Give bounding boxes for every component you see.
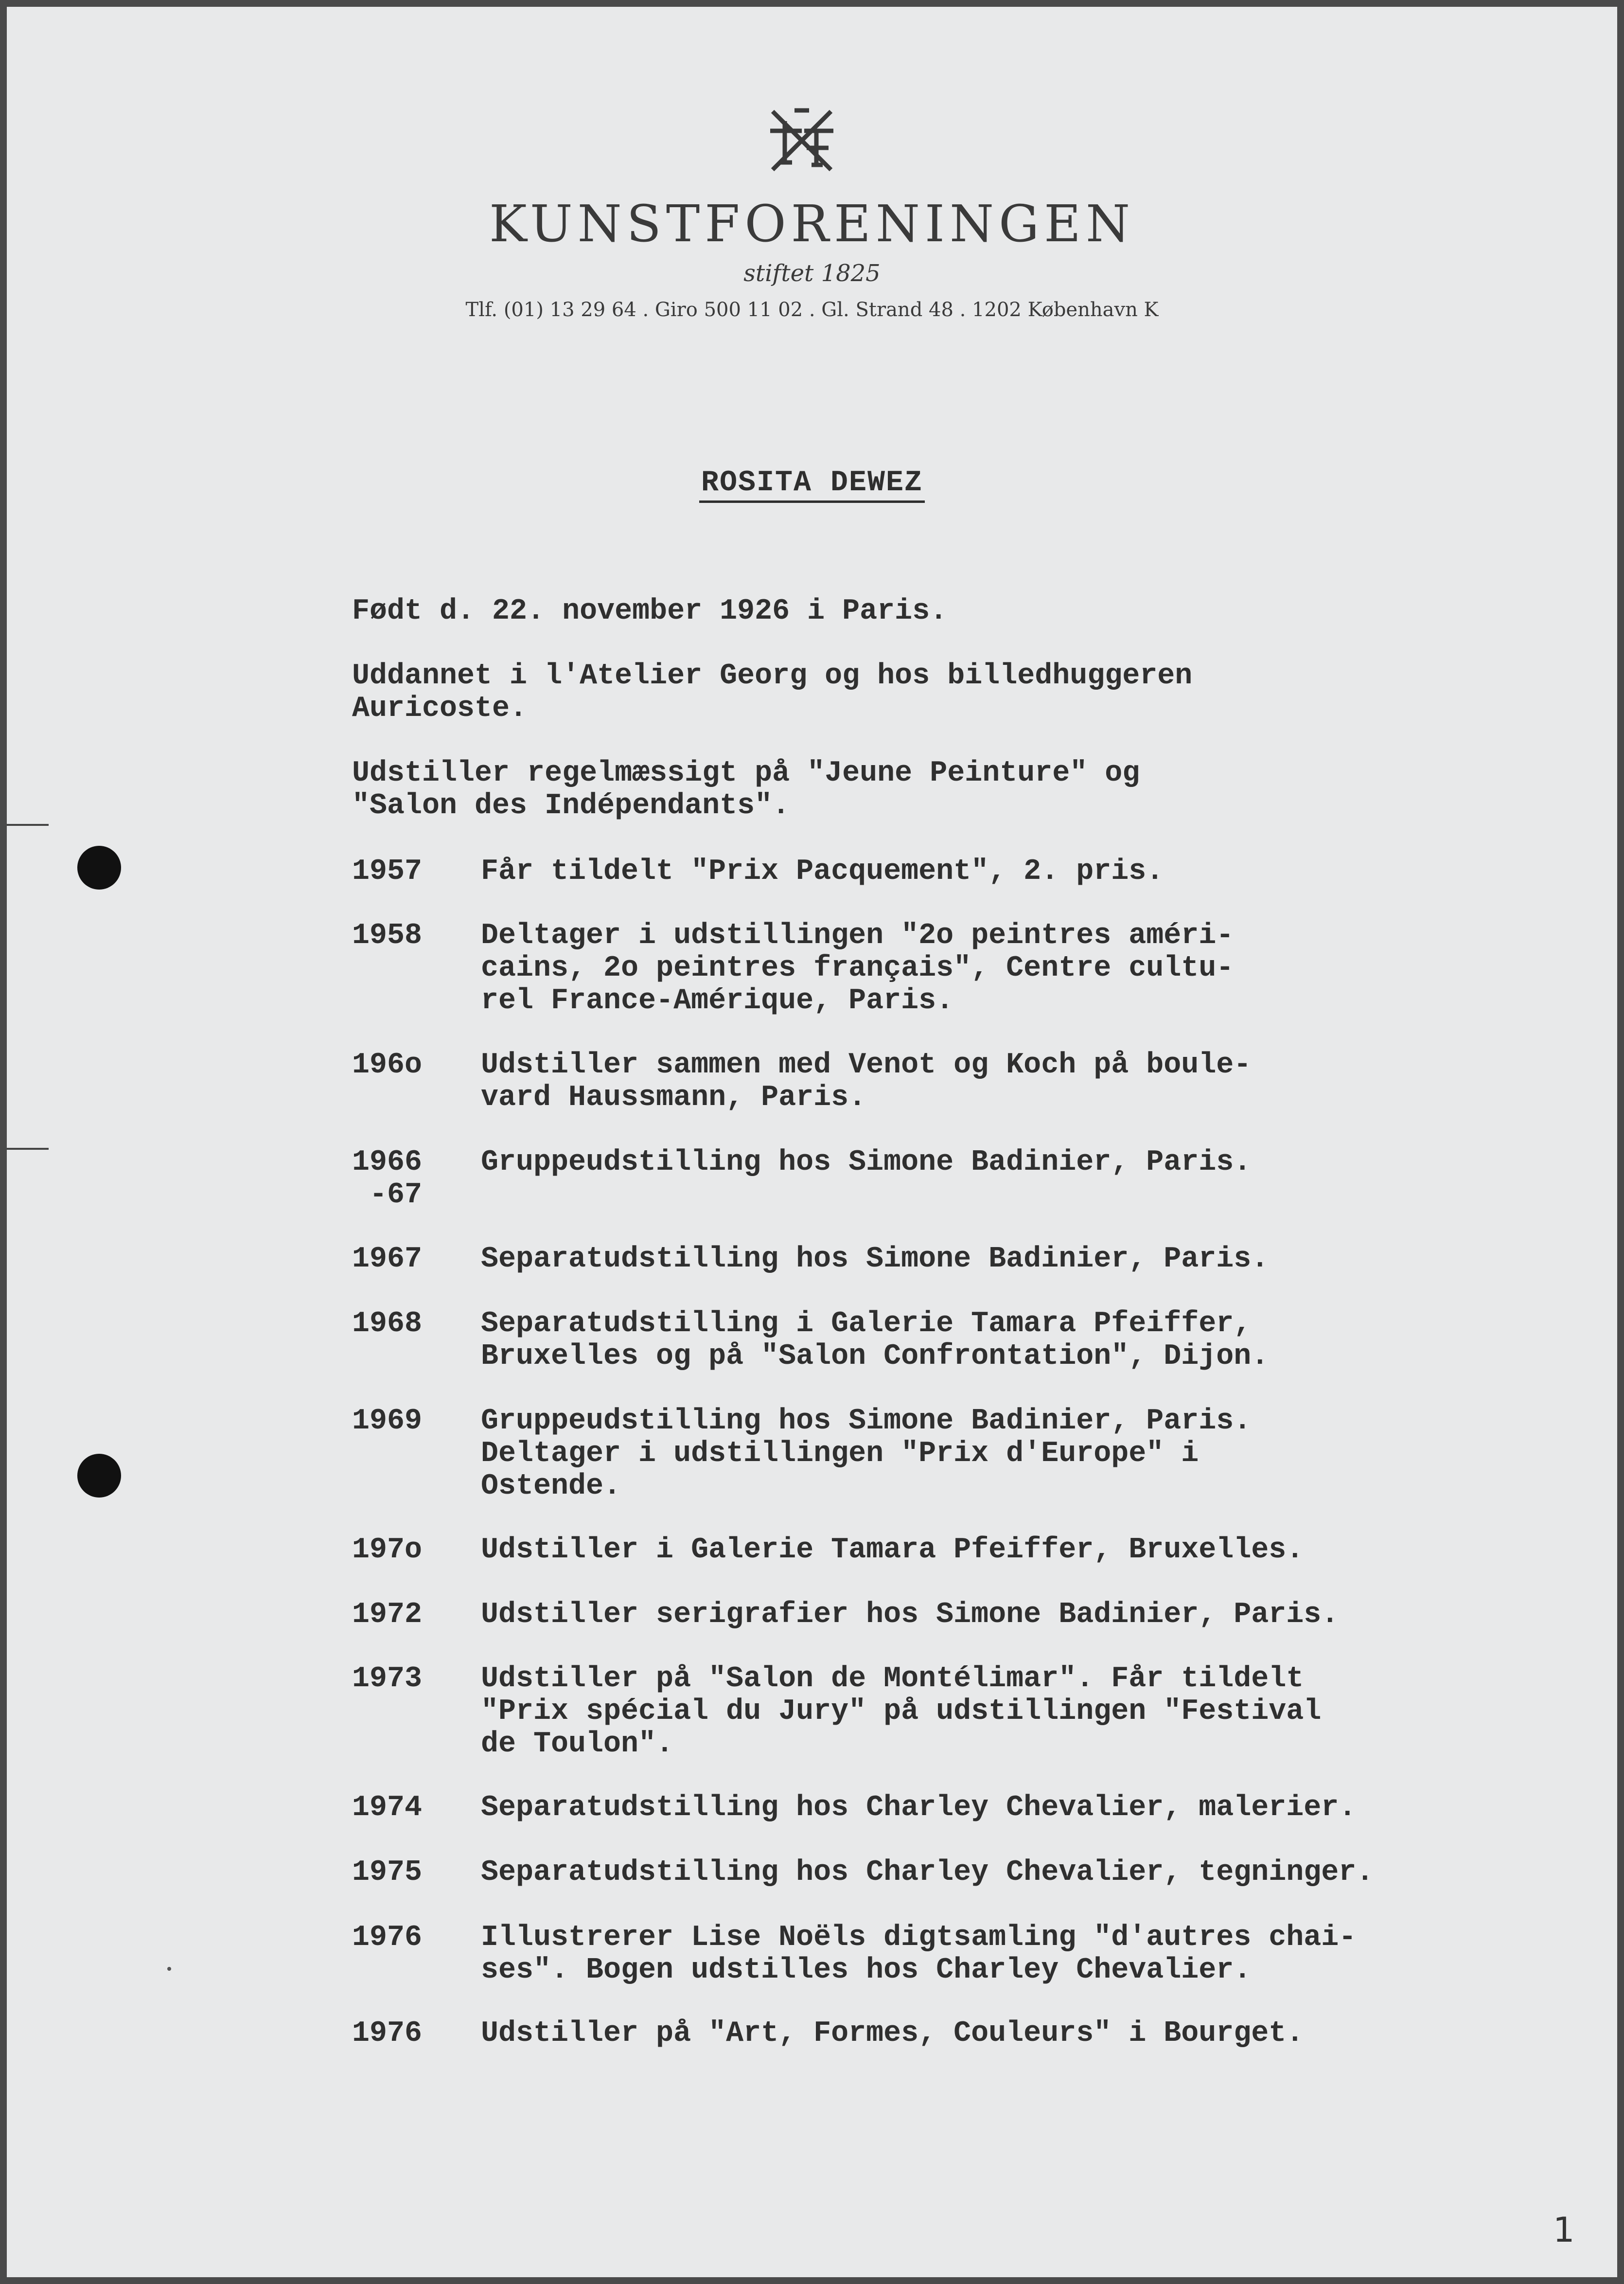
entry-year: 1972 — [352, 1598, 423, 1631]
entry-text: Udstiller i Galerie Tamara Pfeiffer, Bruxelles. — [481, 1534, 1304, 1567]
entry-text: Udstiller på "Salon de Montélimar". Får tildelt "Prix spécial du Jury" på udstillingen "Festival de Toulon". — [481, 1662, 1322, 1761]
org-name: KUNSTFORENINGEN — [489, 194, 1135, 253]
entry-row — [352, 2017, 1304, 2148]
entry-text: Separatudstilling hos Simone Badinier, Paris. — [481, 1243, 1269, 1276]
intro-education: Uddannet i l'Atelier Georg og hos billedhuggeren Auricoste. — [352, 660, 1193, 725]
org-founded: stiftet 1825 — [743, 260, 881, 287]
entry-year: 1973 — [352, 1662, 423, 1695]
entry-year: 1974 — [352, 1791, 423, 1824]
entry-text: Gruppeudstilling hos Simone Badinier, Paris. — [481, 1146, 1252, 1179]
entry-text: Udstiller serigrafier hos Simone Badinier, Paris. — [481, 1598, 1339, 1631]
entry-year: 1969 — [352, 1405, 423, 1438]
entry-text: Får tildelt "Prix Pacquement", 2. pris. — [481, 855, 1164, 888]
entry-year: 1968 — [352, 1307, 423, 1340]
entry-row — [352, 919, 1234, 1050]
entry-year: 197o — [352, 1534, 423, 1567]
entry-row — [352, 1405, 1252, 1535]
entry-text: Illustrerer Lise Noëls digtsamling "d'autres chai- ses". Bogen udstilles hos Charley Chevalier. — [481, 1921, 1357, 1987]
kf-monogram-logo — [765, 107, 838, 175]
entry-year: 1976 — [352, 1921, 423, 1954]
org-contact: Tlf. (01) 13 29 64 . Giro 500 11 02 . Gl. Strand 48 . 1202 København K — [465, 299, 1159, 321]
entry-year: 1957 — [352, 855, 423, 888]
speck — [167, 1967, 171, 1971]
entry-year: 1975 — [352, 1856, 423, 1889]
fold-mark — [7, 1148, 49, 1150]
intro-birth: Født d. 22. november 1926 i Paris. — [352, 595, 948, 628]
fold-mark — [7, 824, 49, 826]
entry-year: 1958 — [352, 919, 423, 952]
entry-text: Gruppeudstilling hos Simone Badinier, Paris. Deltager i udstillingen "Prix d'Europe" i Ostende. — [481, 1405, 1252, 1503]
entry-text: Deltager i udstillingen "2o peintres améri- cains, 2o peintres français", Centre cultu- rel France-Amérique, Paris. — [481, 919, 1234, 1017]
document-title-text: ROSITA DEWEZ — [699, 466, 925, 503]
entry-text: Separatudstilling hos Charley Chevalier, tegninger. — [481, 1856, 1374, 1889]
document-title — [7, 466, 1617, 500]
entry-text: Separatudstilling i Galerie Tamara Pfeiffer, Bruxelles og på "Salon Confrontation", Dijon. — [481, 1307, 1269, 1373]
punch-hole — [77, 846, 121, 890]
entry-year: 1967 — [352, 1243, 423, 1276]
entry-text: Separatudstilling hos Charley Chevalier, malerier. — [481, 1791, 1357, 1824]
entry-year: 1966 -67 — [352, 1146, 423, 1212]
entry-year: 1976 — [352, 2017, 423, 2050]
intro-exhibitions: Udstiller regelmæssigt på "Jeune Peinture" og "Salon des Indépendants". — [352, 757, 1140, 822]
entry-text: Udstiller sammen med Venot og Koch på boule- vard Haussmann, Paris. — [481, 1049, 1252, 1114]
document-page — [7, 7, 1617, 2277]
punch-hole — [77, 1454, 121, 1498]
entry-row — [352, 1662, 1322, 1793]
entry-year: 196o — [352, 1049, 423, 1082]
entry-text: Udstiller på "Art, Formes, Couleurs" i Bourget. — [481, 2017, 1304, 2050]
page-number: 1 — [1553, 2210, 1575, 2250]
